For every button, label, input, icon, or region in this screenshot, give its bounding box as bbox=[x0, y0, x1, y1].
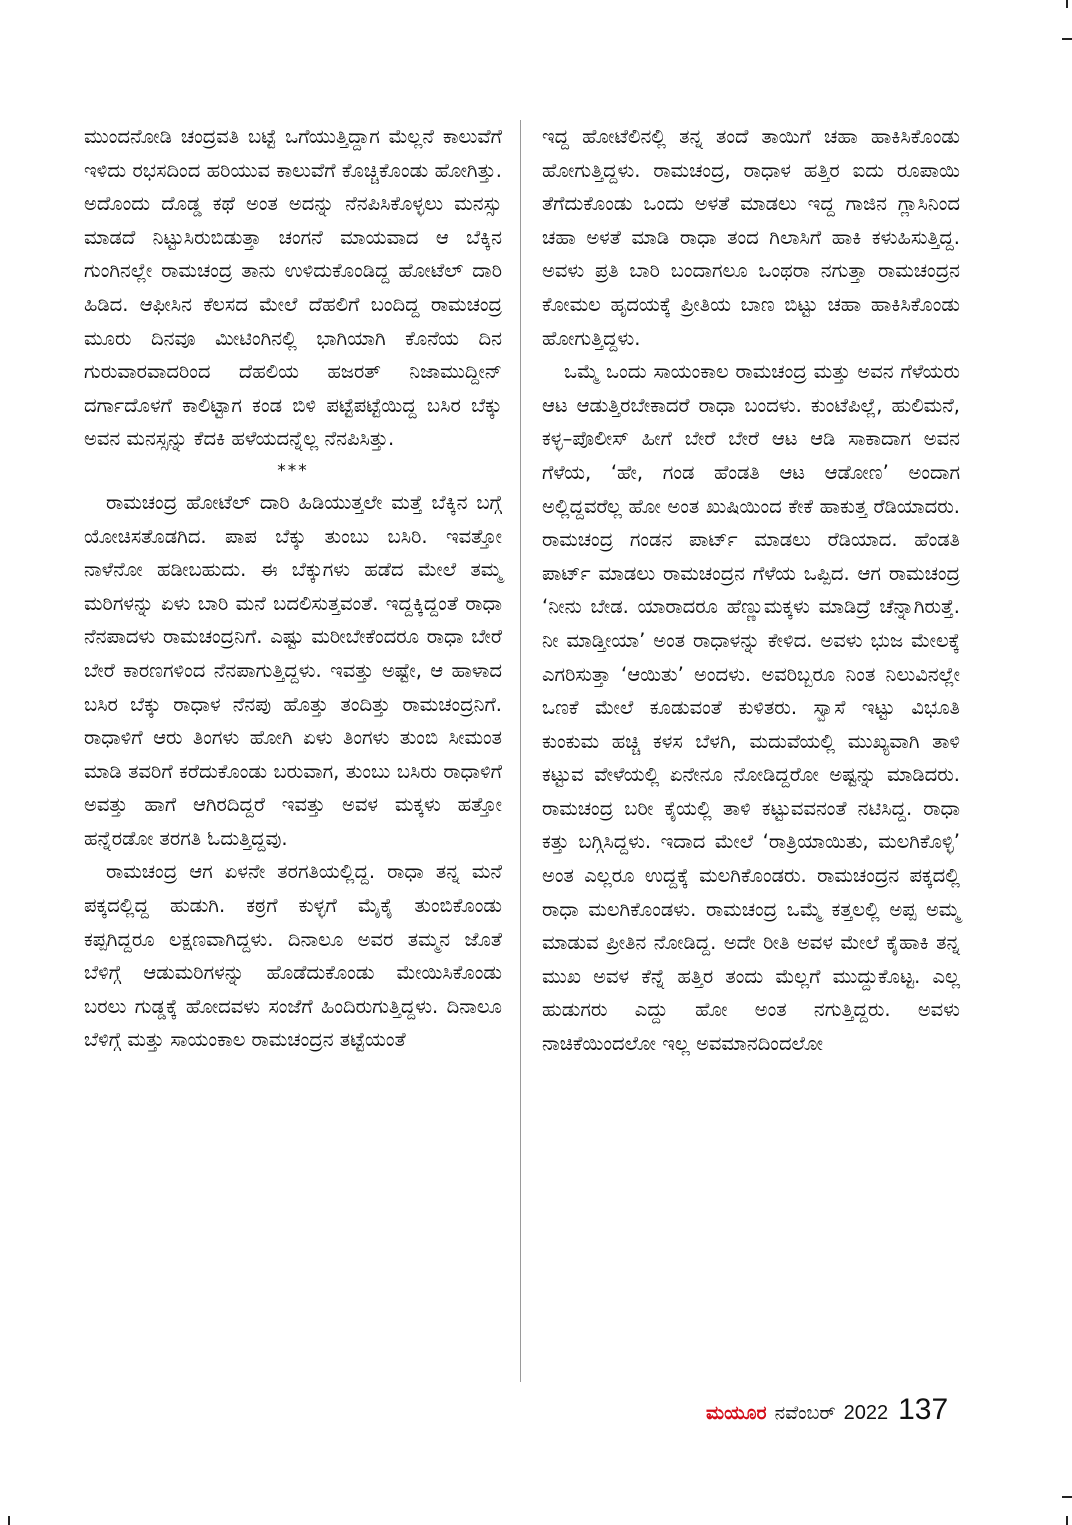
paragraph: ಇದ್ದ ಹೋಟೆಲಿನಲ್ಲಿ ತನ್ನ ತಂದೆ ತಾಯಿಗೆ ಚಹಾ ಹಾಕಿಸಿಕೊಂಡು ಹೋಗುತ್ತಿದ್ದಳು. ರಾಮಚಂದ್ರ, ರಾಧಾಳ ಹತ್ತಿರ ಐದು ರೂಪಾಯಿ ತೆಗೆದುಕೊಂಡು ಒಂದು ಅಳತೆ ಮಾಡಲು ಇದ್ದ ಗಾಜಿನ ಗ್ಲಾಸಿನಿಂದ ಚಹಾ ಅಳತೆ ಮಾಡಿ ರಾಧಾ ತಂದ ಗಿಲಾಸಿಗೆ ಹಾಕಿ ಕಳುಹಿಸುತ್ತಿದ್ದ. ಅವಳು ಪ್ರತಿ ಬಾರಿ ಬಂದಾಗಲೂ ಒಂಥರಾ ನಗುತ್ತಾ ರಾಮಚಂದ್ರನ ಕೋಮಲ ಹೃದಯಕ್ಕೆ ಪ್ರೀತಿಯ ಬಾಣ ಬಿಟ್ಟು ಚಹಾ ಹಾಕಿಸಿಕೊಂಡು ಹೋಗುತ್ತಿದ್ದಳು. bbox=[542, 125, 960, 350]
crop-mark-bottom-right bbox=[1066, 1516, 1068, 1525]
section-separator: *** bbox=[277, 460, 309, 481]
crop-mark-right-lower bbox=[1062, 1496, 1072, 1498]
page-number: 137 bbox=[898, 1393, 949, 1426]
column-right bbox=[542, 120, 960, 1061]
magazine-name: ಮಯೂರ bbox=[706, 1402, 767, 1424]
issue-month: ನವೆಂಬರ್ bbox=[774, 1402, 836, 1424]
article-body bbox=[0, 120, 1072, 1380]
column-divider bbox=[520, 120, 521, 1382]
crop-mark-right-upper bbox=[1062, 38, 1072, 40]
paragraph: ಮುಂದನೋಡಿ ಚಂದ್ರವತಿ ಬಟ್ಟೆ ಒಗೆಯುತ್ತಿದ್ದಾಗ ಮೆಲ್ಲನೆ ಕಾಲುವೆಗೆ ಇಳಿದು ರಭಸದಿಂದ ಹರಿಯುವ ಕಾಲುವೆಗೆ ಕೊಚ್ಚಿಕೊಂಡು ಹೋಗಿತ್ತು. ಅದೊಂದು ದೊಡ್ಡ ಕಥೆ ಅಂತ ಅದನ್ನು ನೆನಪಿಸಿಕೊಳ್ಳಲು ಮನಸ್ಸು ಮಾಡದೆ ನಿಟ್ಟುಸಿರುಬಿಡುತ್ತಾ ಚಂಗನೆ ಮಾಯವಾದ ಆ ಬೆಕ್ಕಿನ ಗುಂಗಿನಲ್ಲೇ ರಾಮಚಂದ್ರ ತಾನು ಉಳಿದುಕೊಂಡಿದ್ದ ಹೋಟೆಲ್ ದಾರಿ ಹಿಡಿದ. ಆಫೀಸಿನ ಕೆಲಸದ ಮೇಲೆ ದೆಹಲಿಗೆ ಬಂದಿದ್ದ ರಾಮಚಂದ್ರ ಮೂರು ದಿನವೂ ಮೀಟಿಂಗಿನಲ್ಲಿ ಭಾಗಿಯಾಗಿ ಕೊನೆಯ ದಿನ ಗುರುವಾರವಾದರಿಂದ ದೆಹಲಿಯ ಹಜರತ್ ನಿಜಾಮುದ್ದೀನ್ ದರ್ಗಾದೊಳಗೆ ಕಾಲಿಟ್ಟಾಗ ಕಂಡ ಬಿಳಿ ಪಟ್ಟೆಪಟ್ಟೆಯಿದ್ದ ಬಸಿರ ಬೆಕ್ಕು ಅವನ ಮನಸ್ಸನ್ನು ಕೆದಕಿ ಹಳೆಯದನ್ನೆಲ್ಲ ನೆನಪಿಸಿತ್ತು. bbox=[84, 125, 502, 451]
page-footer bbox=[706, 1393, 966, 1433]
issue-year: 2022 bbox=[843, 1402, 889, 1424]
paragraph: ಒಮ್ಮೆ ಒಂದು ಸಾಯಂಕಾಲ ರಾಮಚಂದ್ರ ಮತ್ತು ಅವನ ಗೆಳೆಯರು ಆಟ ಆಡುತ್ತಿರಬೇಕಾದರೆ ರಾಧಾ ಬಂದಳು. ಕುಂಟೆಪಿಲ್ಲೆ, ಹುಲಿಮನೆ, ಕಳ್ಳ–ಪೊಲೀಸ್ ಹೀಗೆ ಬೇರೆ ಬೇರೆ ಆಟ ಆಡಿ ಸಾಕಾದಾಗ ಅವನ ಗೆಳೆಯ, ‘ಹೇ, ಗಂಡ ಹೆಂಡತಿ ಆಟ ಆಡೋಣ’ ಅಂದಾಗ ಅಲ್ಲಿದ್ದವರೆಲ್ಲ ಹೋ ಅಂತ ಖುಷಿಯಿಂದ ಕೇಕೆ ಹಾಕುತ್ತ ರೆಡಿಯಾದರು. ರಾಮಚಂದ್ರ ಗಂಡನ ಪಾರ್ಟ್ ಮಾಡಲು ರೆಡಿಯಾದ. ಹೆಂಡತಿ ಪಾರ್ಟ್ ಮಾಡಲು ರಾಮಚಂದ್ರನ ಗೆಳೆಯ ಒಪ್ಪಿದ. ಆಗ ರಾಮಚಂದ್ರ ‘ನೀನು ಬೇಡ. ಯಾರಾದರೂ ಹೆಣ್ಣುಮಕ್ಕಳು ಮಾಡಿದ್ರೆ ಚೆನ್ನಾಗಿರುತ್ತೆ. ನೀ ಮಾಡ್ತೀಯಾ’ ಅಂತ ರಾಧಾಳನ್ನು ಕೇಳಿದ. ಅವಳು ಭುಜ ಮೇಲಕ್ಕೆ ಎಗರಿಸುತ್ತಾ ‘ಆಯಿತು’ ಅಂದಳು. ಅವರಿಬ್ಬರೂ ನಿಂತ ನಿಲುವಿನಲ್ಲೇ ಒಣಕೆ ಮೇಲೆ ಕೂಡುವಂತೆ ಕುಳಿತರು. ಸ್ವಾಸೆ ಇಟ್ಟು ವಿಭೂತಿ ಕುಂಕುಮ ಹಚ್ಚಿ ಕಳಸ ಬೆಳಗಿ, ಮದುವೆಯಲ್ಲಿ ಮುಖ್ಯವಾಗಿ ತಾಳಿ ಕಟ್ಟುವ ವೇಳೆಯಲ್ಲಿ ಏನೇನೂ ನೋಡಿದ್ದರೋ ಅಷ್ಟನ್ನು ಮಾಡಿದರು. ರಾಮಚಂದ್ರ ಬರೀ ಕೈಯಲ್ಲಿ ತಾಳಿ ಕಟ್ಟುವವನಂತೆ ನಟಿಸಿದ್ದ. ರಾಧಾ ಕತ್ತು ಬಗ್ಗಿಸಿದ್ದಳು. ಇದಾದ ಮೇಲೆ ‘ರಾತ್ರಿಯಾಯಿತು, ಮಲಗಿಕೊಳ್ಳಿ’ ಅಂತ ಎಲ್ಲರೂ ಉದ್ದಕ್ಕೆ ಮಲಗಿಕೊಂಡರು. ರಾಮಚಂದ್ರನ ಪಕ್ಕದಲ್ಲಿ ರಾಧಾ ಮಲಗಿಕೊಂಡಳು. ರಾಮಚಂದ್ರ ಒಮ್ಮೆ ಕತ್ತಲಲ್ಲಿ ಅಪ್ಪ ಅಮ್ಮ ಮಾಡುವ ಪ್ರೀತಿನ ನೋಡಿದ್ದ. ಅದೇ ರೀತಿ ಅವಳ ಮೇಲೆ ಕೈಹಾಕಿ ತನ್ನ ಮುಖ ಅವಳ ಕೆನ್ನೆ ಹತ್ತಿರ ತಂದು ಮೆಲ್ಲಗೆ ಮುದ್ದುಕೊಟ್ಟ. ಎಲ್ಲ ಹುಡುಗರು ಎದ್ದು ಹೋ ಅಂತ ನಗುತ್ತಿದ್ದರು. ಅವಳು ನಾಚಿಕೆಯಿಂದಲೋ ಇಲ್ಲ ಅವಮಾನದಿಂದಲೋ bbox=[542, 360, 960, 1056]
column-left bbox=[84, 120, 502, 1057]
crop-mark-bottom-left bbox=[8, 1516, 10, 1525]
paragraph: ರಾಮಚಂದ್ರ ಹೋಟೆಲ್ ದಾರಿ ಹಿಡಿಯುತ್ತಲೇ ಮತ್ತೆ ಬೆಕ್ಕಿನ ಬಗ್ಗೆ ಯೋಚಿಸತೊಡಗಿದ. ಪಾಪ ಬೆಕ್ಕು ತುಂಬು ಬಸಿರಿ. ಇವತ್ತೋ ನಾಳೆನೋ ಹಡೀಬಹುದು. ಈ ಬೆಕ್ಕುಗಳು ಹಡೆದ ಮೇಲೆ ತಮ್ಮ ಮರಿಗಳನ್ನು ಏಳು ಬಾರಿ ಮನೆ ಬದಲಿಸುತ್ತವಂತೆ. ಇದ್ದಕ್ಕಿದ್ದಂತೆ ರಾಧಾ ನೆನಪಾದಳು ರಾಮಚಂದ್ರನಿಗೆ. ಎಷ್ಟು ಮರೀಬೇಕೆಂದರೂ ರಾಧಾ ಬೇರೆ ಬೇರೆ ಕಾರಣಗಳಿಂದ ನೆನಪಾಗುತ್ತಿದ್ದಳು. ಇವತ್ತು ಅಷ್ಟೇ, ಆ ಹಾಳಾದ ಬಸಿರ ಬೆಕ್ಕು ರಾಧಾಳ ನೆನಪು ಹೊತ್ತು ತಂದಿತ್ತು ರಾಮಚಂದ್ರನಿಗೆ. ರಾಧಾಳಿಗೆ ಆರು ತಿಂಗಳು ಹೋಗಿ ಏಳು ತಿಂಗಳು ತುಂಬಿ ಸೀಮಂತ ಮಾಡಿ ತವರಿಗೆ ಕರೆದುಕೊಂಡು ಬರುವಾಗ, ತುಂಬು ಬಸಿರು ರಾಧಾಳಿಗೆ ಅವತ್ತು ಹಾಗೆ ಆಗಿರದಿದ್ದರೆ ಇವತ್ತು ಅವಳ ಮಕ್ಕಳು ಹತ್ತೋ ಹನ್ನೆರಡೋ ತರಗತಿ ಓದುತ್ತಿದ್ದವು. bbox=[84, 490, 502, 850]
crop-mark-top-right bbox=[1066, 0, 1068, 8]
paragraph: ರಾಮಚಂದ್ರ ಆಗ ಏಳನೇ ತರಗತಿಯಲ್ಲಿದ್ದ. ರಾಧಾ ತನ್ನ ಮನೆ ಪಕ್ಕದಲ್ಲಿದ್ದ ಹುಡುಗಿ. ಕಠ್ರಗೆ ಕುಳ್ಳಗೆ ಮೈಕೈ ತುಂಬಿಕೊಂಡು ಕಪ್ಪಗಿದ್ದರೂ ಲಕ್ಷಣವಾಗಿದ್ದಳು. ದಿನಾಲೂ ಅವರ ತಮ್ಮನ ಜೊತೆ ಬೆಳಿಗ್ಗೆ ಆಡುಮರಿಗಳನ್ನು ಹೊಡೆದುಕೊಂಡು ಮೇಯಿಸಿಕೊಂಡು ಬರಲು ಗುಡ್ಡಕ್ಕೆ ಹೋದವಳು ಸಂಜೆಗೆ ಹಿಂದಿರುಗುತ್ತಿದ್ದಳು. ದಿನಾಲೂ ಬೆಳಿಗ್ಗೆ ಮತ್ತು ಸಾಯಂಕಾಲ ರಾಮಚಂದ್ರನ ತಟ್ಟೆಯಂತೆ bbox=[84, 860, 502, 1052]
